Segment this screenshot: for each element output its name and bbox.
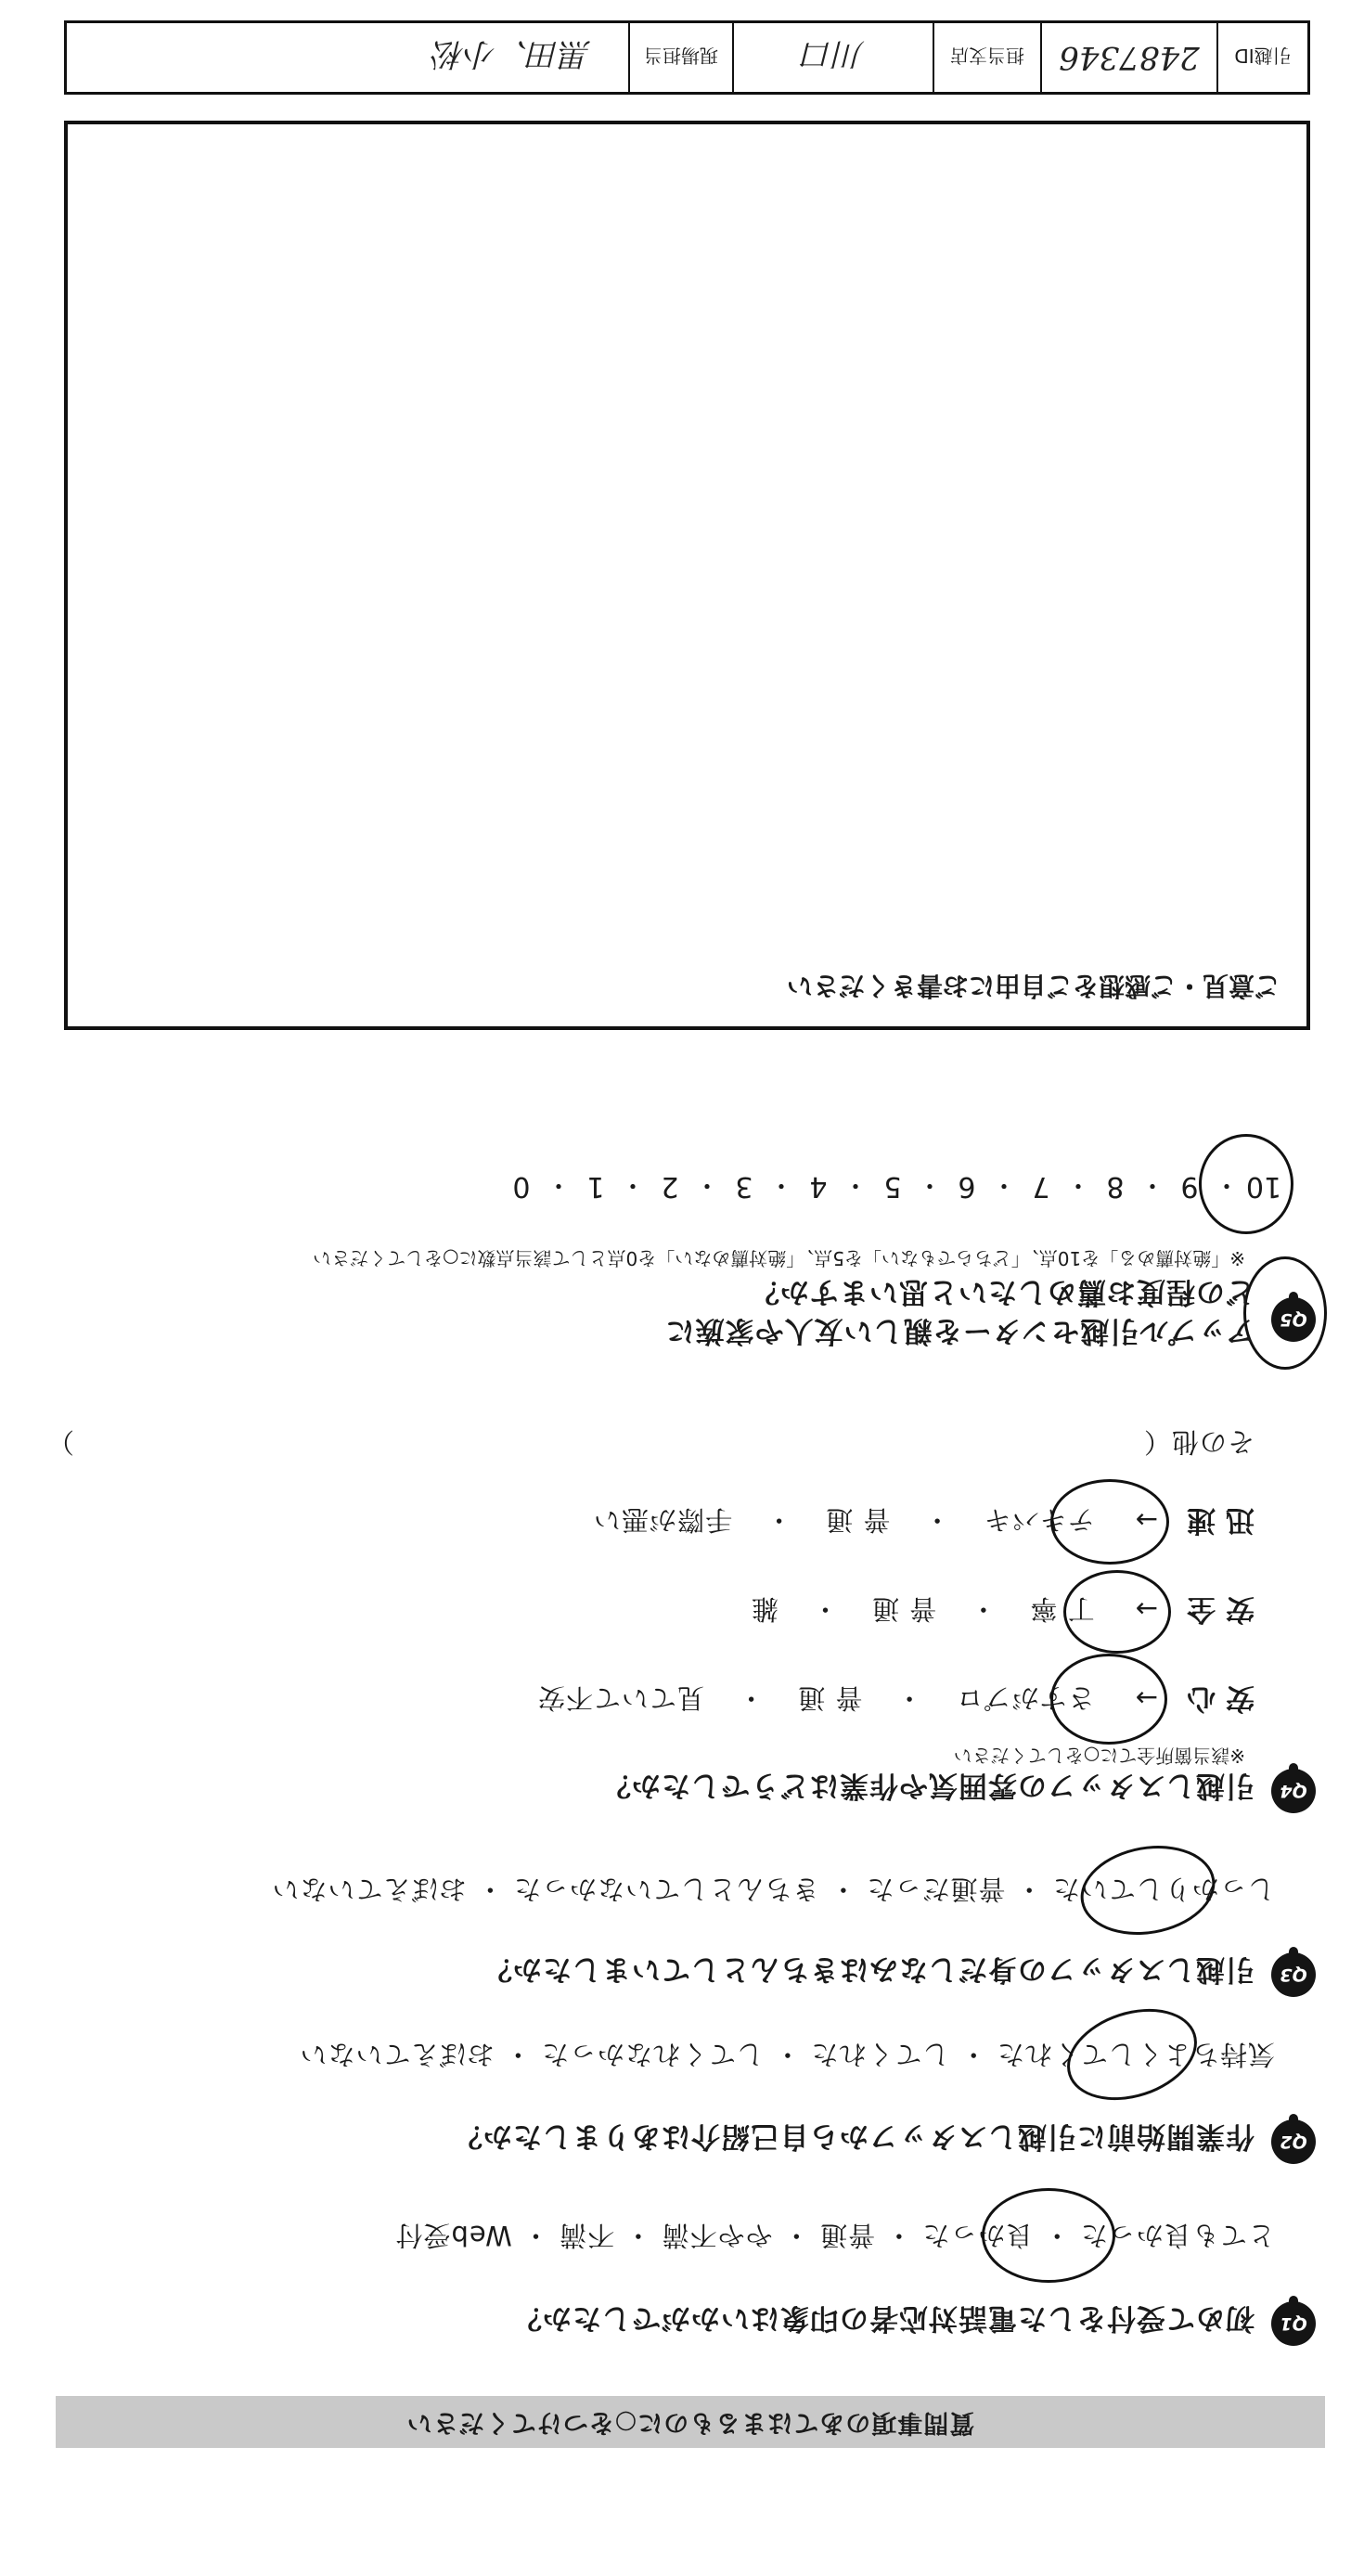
- q2-option-1[interactable]: 気持ちよくしてくれた: [996, 2039, 1275, 2070]
- q5-badge: Q5: [1271, 1297, 1316, 1342]
- move-id-value: 2487346: [1040, 23, 1216, 92]
- q2-option-4[interactable]: おぼえていない: [299, 2039, 495, 2070]
- scale-9[interactable]: 9: [1180, 1170, 1199, 1204]
- q1-option-1[interactable]: とても良かった: [1079, 2220, 1275, 2251]
- q4-jinsoku-circle: [1050, 1479, 1169, 1565]
- staff-value: 黒田、小松: [433, 35, 591, 73]
- q1-option-6[interactable]: Web受付: [394, 2220, 512, 2251]
- q4-anzen-circle: [1063, 1570, 1171, 1654]
- q4-row-option[interactable]: 普 通: [825, 1504, 891, 1536]
- q2-options: 気持ちよくしてくれた ・ してくれた ・ してくれなかった ・ おぼえていない: [299, 2039, 1275, 2070]
- q3-option-3[interactable]: きちんとしていなかった: [513, 1874, 820, 1905]
- q3-badge: Q3: [1271, 1952, 1316, 1997]
- q4-row-option[interactable]: 手際が悪い: [593, 1504, 733, 1536]
- scale-4[interactable]: 4: [809, 1170, 828, 1204]
- q3-question: 引越しスタッフの身だしなみはきちんとしていましたか？: [483, 1952, 1255, 1986]
- q4-row-option[interactable]: 普 通: [871, 1593, 937, 1625]
- footer-table: [64, 20, 1310, 95]
- q3-option-2[interactable]: 普通だった: [866, 1874, 1006, 1905]
- branch-value: 川口: [732, 23, 933, 92]
- q1-option-5[interactable]: 不満: [559, 2220, 615, 2251]
- q4-row-jinsoku: 迅 速 → テキパキ ・ 普 通 ・ 手際が悪い: [593, 1503, 1255, 1537]
- q5-badge-circle: [1243, 1256, 1327, 1370]
- q4-row-option[interactable]: 見ていて不安: [537, 1682, 705, 1714]
- move-id-label: 引越ID: [1216, 23, 1307, 92]
- q1-option-4[interactable]: やや不満: [661, 2220, 773, 2251]
- q2-option-3[interactable]: してくれなかった: [541, 2039, 765, 2070]
- scale-7[interactable]: 7: [1032, 1170, 1050, 1204]
- comment-box[interactable]: [64, 121, 1310, 1030]
- q4-note: ※該当箇所全てに○をしてください: [953, 1745, 1245, 1767]
- q2-answer-circle: [1055, 1993, 1208, 2116]
- q4-badge: Q4: [1271, 1769, 1316, 1813]
- q4-other-close: ）: [45, 1426, 74, 1458]
- q5-question-line1: アップル引越センターを親しい友人や家族に: [664, 1314, 1255, 1347]
- q4-anshin-circle: [1050, 1654, 1167, 1745]
- branch-label: 担当支店: [933, 23, 1040, 92]
- q4-row-label: 安 全: [1187, 1592, 1255, 1626]
- q1-question: 初めて受付をした電話対応者の印象はいかがでしたか？: [512, 2301, 1255, 2335]
- scale-0[interactable]: 0: [512, 1170, 531, 1204]
- q3-option-4[interactable]: おぼえていない: [271, 1874, 467, 1905]
- comment-title: ご意見・ご感想をご自由にお書きください: [786, 971, 1280, 1001]
- q2-option-2[interactable]: してくれた: [810, 2039, 950, 2070]
- scale-2[interactable]: 2: [661, 1170, 679, 1204]
- scale-5[interactable]: 5: [883, 1170, 902, 1204]
- q5-question-line2: どの程度お薦めしたいと思いますか？: [750, 1275, 1255, 1308]
- staff-label: 現場担当: [628, 23, 732, 92]
- q2-question: 作業開始前に引越しスタッフから自己紹介はありましたか？: [453, 2119, 1255, 2153]
- scale-8[interactable]: 8: [1106, 1170, 1125, 1204]
- instruction-banner: [56, 2396, 1325, 2448]
- q4-other-label: その他（: [1142, 1426, 1255, 1458]
- scale-10[interactable]: 10: [1245, 1170, 1282, 1204]
- q4-question: 引越しスタッフの雰囲気や作業はどうでしたか？: [601, 1769, 1255, 1802]
- q1-answer-circle: [982, 2188, 1115, 2283]
- q4-row-option[interactable]: 丁 寧: [1029, 1593, 1095, 1625]
- q5-note: ※「絶対薦める」を10点、「どちらでもない」を5点、「絶対薦めない」を0点として該当点数に○をしてください: [313, 1247, 1245, 1269]
- q4-other: [1143, 1424, 1255, 1462]
- q4-row-option[interactable]: 雑: [750, 1593, 779, 1625]
- q4-row-option[interactable]: 普 通: [797, 1682, 863, 1714]
- instruction-text: 質問事項のあてはまるものに○をつけてください: [405, 2408, 975, 2437]
- q4-row-option[interactable]: テキパキ: [983, 1504, 1095, 1536]
- q5-scale: 10 ・ 9 ・ 8 ・ 7 ・ 6 ・ 5 ・ 4 ・ 3 ・ 2 ・ 1 ・ 0: [48, 1164, 1282, 1210]
- q4-row-label: 迅 速: [1187, 1503, 1255, 1537]
- q1-option-2[interactable]: 良かった: [921, 2220, 1034, 2251]
- q3-answer-circle: [1074, 1835, 1222, 1945]
- q4-row-anshin: 安 心 → さすがプロ ・ 普 通 ・ 見ていて不安: [537, 1681, 1255, 1715]
- q3-option-1[interactable]: しっかりしていた: [1051, 1874, 1275, 1905]
- q4-row-anzen: 安 全 → 丁 寧 ・ 普 通 ・ 雑: [750, 1592, 1255, 1626]
- scale-6[interactable]: 6: [958, 1170, 976, 1204]
- scale-1[interactable]: 1: [586, 1170, 605, 1204]
- scale-3[interactable]: 3: [735, 1170, 753, 1204]
- q4-row-option[interactable]: さすがプロ: [955, 1682, 1095, 1714]
- q1-option-3[interactable]: 普通: [819, 2220, 876, 2251]
- q1-options: とても良かった ・ 良かった ・ 普通 ・ やや不満 ・ 不満 ・ Web受付: [394, 2220, 1275, 2251]
- q5-answer-circle: [1199, 1134, 1293, 1234]
- q2-badge: Q2: [1271, 2119, 1316, 2164]
- q4-row-label: 安 心: [1187, 1681, 1255, 1715]
- q3-options: しっかりしていた ・ 普通だった ・ きちんとしていなかった ・ おぼえていない: [271, 1874, 1275, 1905]
- q1-badge: Q1: [1271, 2301, 1316, 2346]
